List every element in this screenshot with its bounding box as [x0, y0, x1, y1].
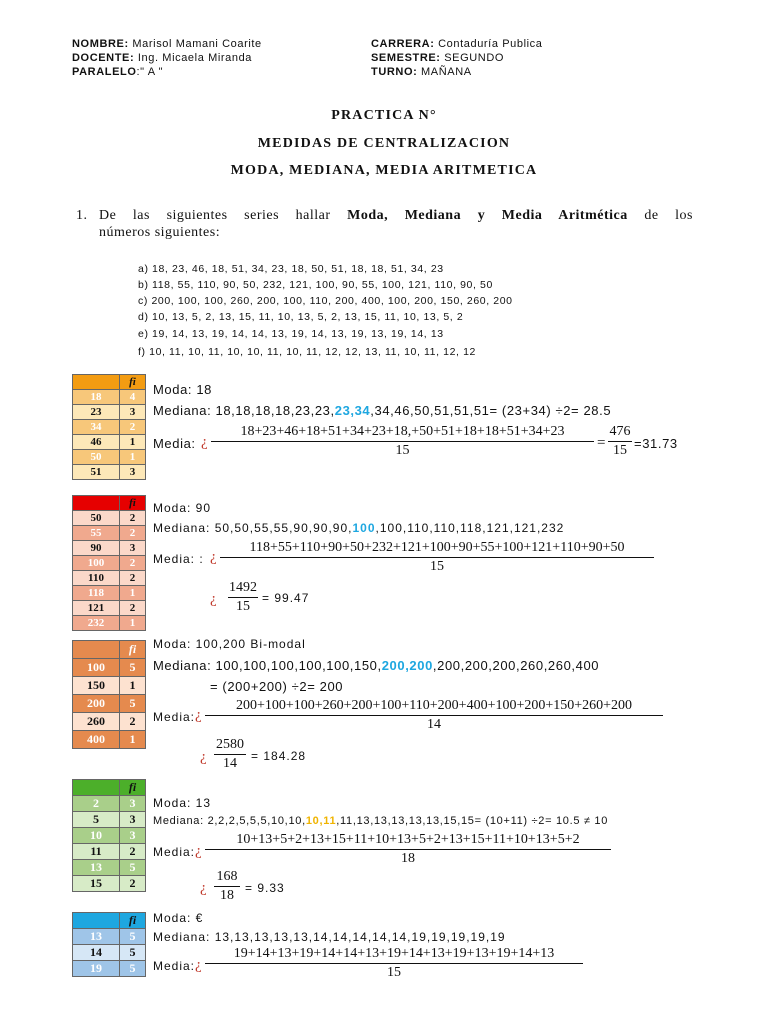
mediana-c-line2: = (200+200) ÷2= 200 — [210, 679, 344, 694]
mediana-d: Mediana: 2,2,2,5,5,5,10,10,10,11,11,13,13,13,13,13,15,15= (10+11) ÷2= 10.5 ≠ 10 — [153, 815, 609, 827]
media-result-b: = 99.47 — [262, 591, 310, 605]
table-row: 150 1 — [73, 677, 146, 695]
mediana-a: Mediana: 18,18,18,18,23,23,23,34,34,46,50,51,51,51= (23+34) ÷2= 28.5 — [153, 403, 612, 418]
table-row: 100 2 — [73, 556, 146, 571]
semester-value: SEGUNDO — [440, 52, 505, 64]
moda-d: Moda: 13 — [153, 796, 212, 810]
semester-line: SEMESTRE: SEGUNDO — [371, 52, 505, 64]
mediana-c: Mediana: 100,100,100,100,100,150,200,200,200,200,200,260,260,400 — [153, 658, 600, 673]
career-value: Contaduría Publica — [438, 38, 543, 50]
question-text-line2: números siguientes: — [99, 225, 221, 240]
media-label-e: Media: — [153, 959, 196, 973]
group-value: :" A " — [136, 66, 164, 78]
question-mark-glyph: ¿ — [195, 957, 202, 973]
table-row: 90 3 — [73, 541, 146, 556]
frequency-table-d: fi 2 3 5 3 10 3 11 2 13 5 15 2 — [72, 779, 146, 892]
series-item: b) 118, 55, 110, 90, 50, 232, 121, 100, 90, 55, 100, 121, 110, 90, 50 — [138, 279, 493, 291]
section-title: MEDIDAS DE CENTRALIZACION — [257, 136, 511, 151]
table-row: 232 1 — [73, 616, 146, 631]
student-name: Marisol Mamani Coarite — [132, 38, 262, 50]
table-row: 5 3 — [73, 812, 146, 828]
question-mark-glyph: ¿ — [195, 707, 202, 723]
table-row: 34 2 — [73, 420, 146, 435]
table-row: 51 3 — [73, 465, 146, 480]
career-line: CARRERA: Contaduría Publica — [371, 38, 543, 50]
table-row: 46 1 — [73, 435, 146, 450]
table-row: 200 5 — [73, 695, 146, 713]
media-fraction-d: 10+13+5+2+13+15+11+10+13+5+2+13+15+11+10+13+5+2 18 — [205, 832, 611, 867]
media-label-d: Media: — [153, 845, 196, 859]
teacher-line: DOCENTE: Ing. Micaela Miranda — [72, 52, 253, 64]
series-item: e) 19, 14, 13, 19, 14, 14, 13, 19, 14, 13, 19, 13, 19, 14, 13 — [138, 328, 444, 340]
table-row: 11 2 — [73, 844, 146, 860]
table-row: 121 2 — [73, 601, 146, 616]
moda-b: Moda: 90 — [153, 501, 212, 515]
table-row: 19 5 — [73, 961, 146, 977]
question-text: De las siguientes series hallar Moda, Mediana y Media Aritmética de los — [99, 208, 693, 223]
table-row: 118 1 — [73, 586, 146, 601]
table-row: 13 5 — [73, 860, 146, 876]
table-row: 400 1 — [73, 731, 146, 749]
media-result-d: = 9.33 — [245, 881, 285, 895]
teacher-name: Ing. Micaela Miranda — [137, 52, 253, 64]
table-row: 55 2 — [73, 526, 146, 541]
media-fraction-b: 118+55+110+90+50+232+121+100+90+55+100+121+110+90+50 15 — [220, 540, 654, 575]
question-mark-glyph: ¿ — [200, 749, 207, 765]
question-number: 1. — [76, 208, 88, 223]
table-row: 10 3 — [73, 828, 146, 844]
frequency-table-e: fi 13 5 14 5 19 5 — [72, 912, 146, 977]
question-mark-glyph: ¿ — [210, 549, 217, 565]
table-row: 110 2 — [73, 571, 146, 586]
shift-line: TURNO: MAÑANA — [371, 66, 472, 78]
media-label-a: Media: — [153, 436, 196, 451]
table-row: 14 5 — [73, 945, 146, 961]
subtitle: MODA, MEDIANA, MEDIA ARITMETICA — [230, 163, 538, 178]
table-row: 13 5 — [73, 929, 146, 945]
question-mark-glyph: ¿ — [210, 591, 217, 607]
question-mark-glyph: ¿ — [201, 434, 208, 450]
moda-c: Moda: 100,200 Bi-modal — [153, 637, 306, 651]
table-row: 18 4 — [73, 390, 146, 405]
table-row: 100 5 — [73, 659, 146, 677]
series-item: c) 200, 100, 100, 260, 200, 100, 110, 200, 400, 100, 200, 150, 260, 200 — [138, 295, 513, 307]
question-mark-glyph: ¿ — [200, 880, 207, 896]
table-row: 50 2 — [73, 511, 146, 526]
shift-value: MAÑANA — [421, 66, 472, 78]
table-row: 260 2 — [73, 713, 146, 731]
table-row: 15 2 — [73, 876, 146, 892]
student-name-line: NOMBRE: Marisol Mamani Coarite — [72, 38, 262, 50]
table-row: 23 3 — [73, 405, 146, 420]
mediana-b: Mediana: 50,50,55,55,90,90,90,100,100,110,110,118,121,121,232 — [153, 521, 565, 535]
media-fraction-a-simplified: 476 15 — [609, 424, 631, 458]
practice-title: PRACTICA N° — [331, 108, 437, 123]
media-fraction-b-simplified: 1492 15 — [229, 580, 257, 614]
media-result-c: = 184.28 — [251, 749, 307, 763]
question-mark-glyph: ¿ — [195, 843, 202, 859]
group-line: PARALELO:" A " — [72, 66, 164, 78]
media-fraction-a: 18+23+46+18+51+34+23+18,+50+51+18+18+51+34+23 15 — [211, 424, 594, 459]
frequency-table-c: fi 100 5 150 1 200 5 260 2 400 1 — [72, 640, 146, 749]
table-row: 2 3 — [73, 796, 146, 812]
mediana-e: Mediana: 13,13,13,13,13,14,14,14,14,14,19,19,19,19,19 — [153, 930, 506, 944]
frequency-table-a: fi 18 4 23 3 34 2 46 1 50 1 51 3 — [72, 374, 146, 480]
moda-a: Moda: 18 — [153, 382, 213, 397]
media-fraction-d-simplified: 168 18 — [214, 869, 240, 904]
frequency-table-b: fi 50 2 55 2 90 3 100 2 110 2 118 1 121 2 232 1 — [72, 495, 146, 631]
table-row: 50 1 — [73, 450, 146, 465]
series-item: a) 18, 23, 46, 18, 51, 34, 23, 18, 50, 51, 18, 18, 51, 34, 23 — [138, 263, 444, 275]
media-result-a: =31.73 — [634, 436, 678, 451]
media-label-c: Media: — [153, 710, 196, 724]
moda-e: Moda: € — [153, 911, 204, 925]
media-label-b: Media: : — [153, 552, 204, 566]
series-item: f) 10, 11, 10, 11, 10, 10, 11, 10, 11, 12, 12, 13, 11, 10, 11, 12, 12 — [138, 346, 476, 358]
series-item: d) 10, 13, 5, 2, 13, 15, 11, 10, 13, 5, 2, 13, 15, 11, 10, 13, 5, 2 — [138, 311, 464, 323]
media-fraction-c-simplified: 2580 14 — [216, 737, 244, 771]
media-fraction-c: 200+100+100+260+200+100+110+200+400+100+200+150+260+200 14 — [205, 698, 663, 733]
media-fraction-e: 19+14+13+19+14+14+13+19+14+13+19+13+19+14+13 15 — [205, 946, 583, 981]
